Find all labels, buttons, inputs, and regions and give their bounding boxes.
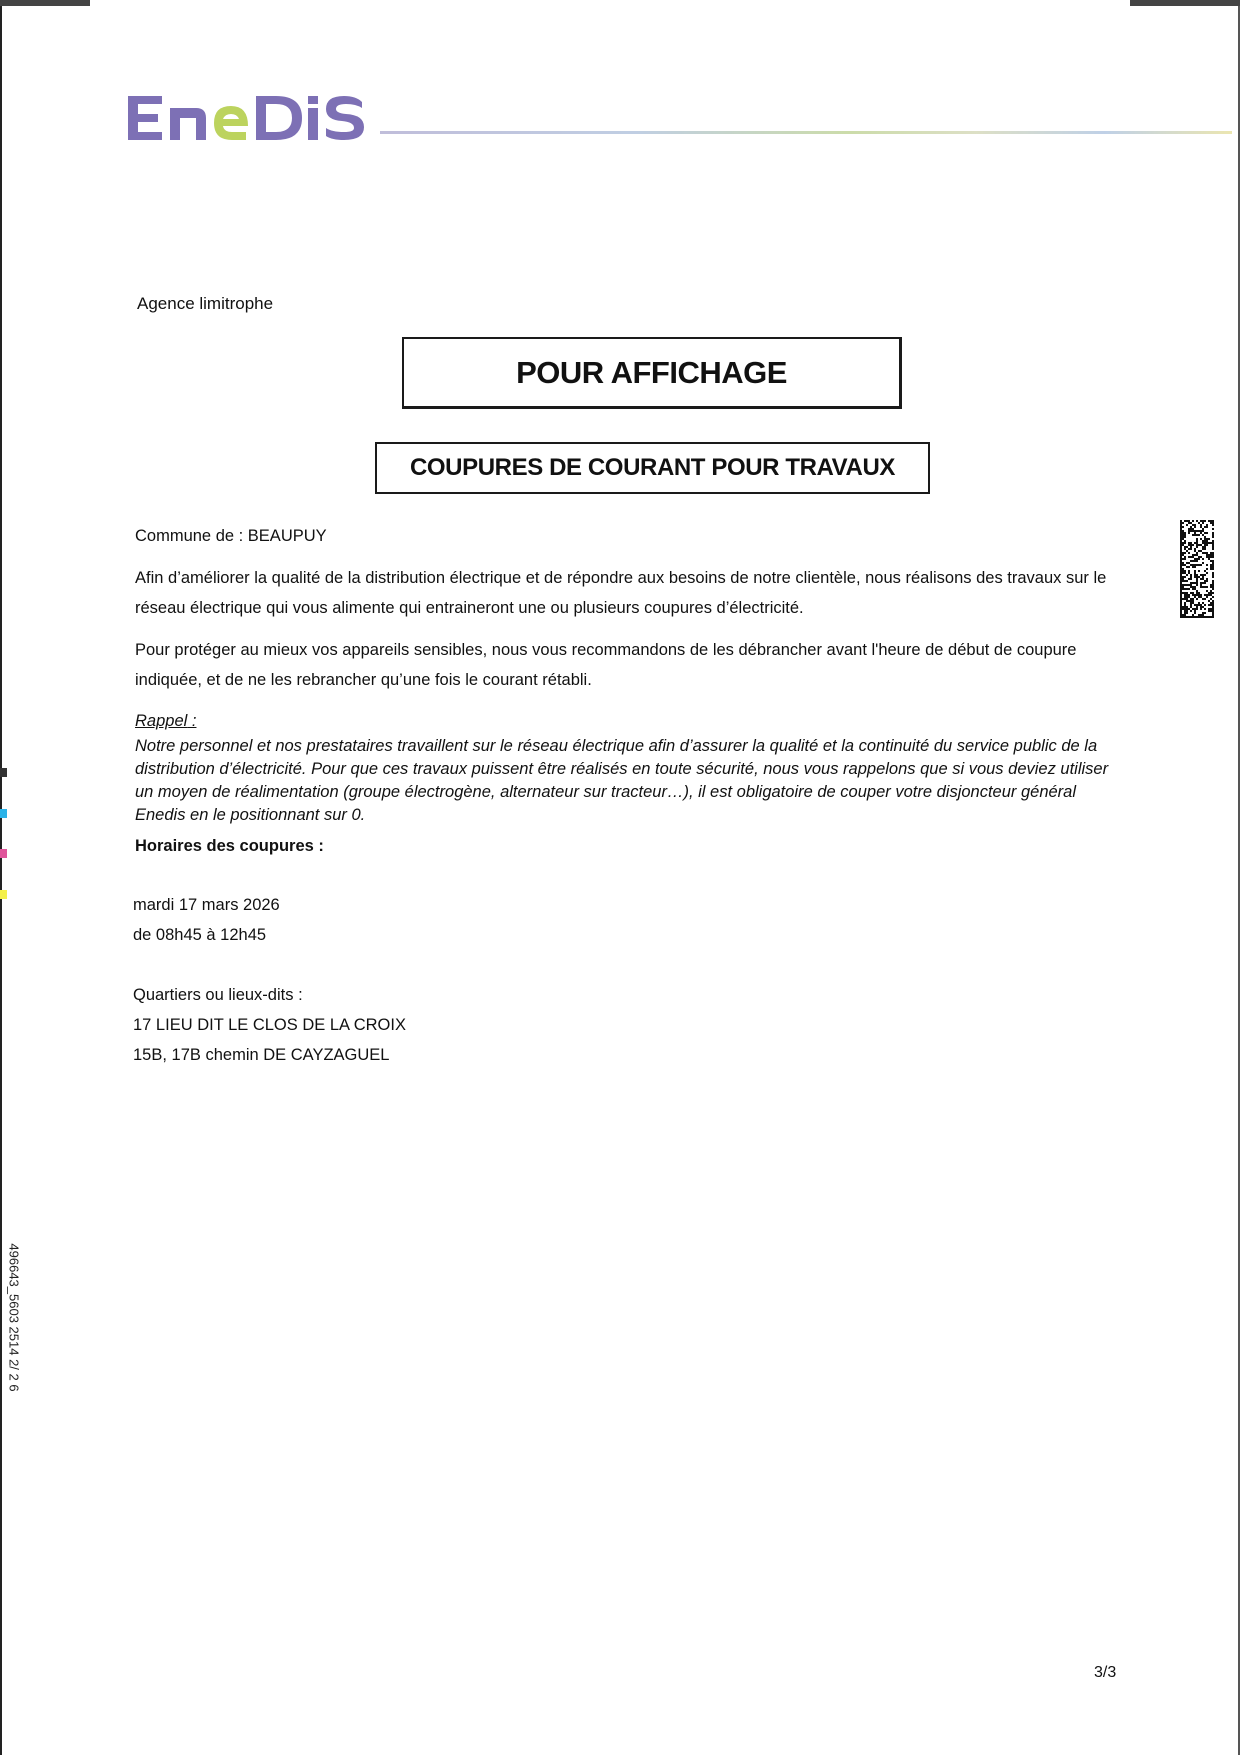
- rappel-label-text: Rappel: [135, 712, 188, 730]
- quartiers-label: Quartiers ou lieux-dits :: [133, 986, 303, 1004]
- advice-paragraph: Pour protéger au mieux vos appareils sensibles, nous vous recommandons de les débrancher avant l'heure de début de coupure indiquée, et de ne les rebrancher qu’une fois le courant rétabli.: [135, 641, 1077, 689]
- rappel-text: Notre personnel et nos prestataires travaillent sur le réseau électrique afin d’assurer la qualité et la continuité du service public de la distribution d’électricité. Pour que ces travaux puissent être réalisés en toute sécurité, nous vous rappelons que si vous deviez utiliser un moyen de réalimentation (groupe électrogène, alternateur sur tracteur…), il est obligatoire de couper votre disjoncteur général Enedis en le positionnant sur 0.: [135, 737, 1109, 824]
- coupure-time: de 08h45 à 12h45: [133, 926, 267, 944]
- horaires-heading: Horaires des coupures :: [135, 837, 324, 855]
- rappel-colon: :: [187, 712, 197, 730]
- agence-label: Agence limitrophe: [137, 294, 274, 313]
- pour-affichage-box: [402, 337, 902, 409]
- coupures-box: [375, 442, 930, 494]
- scan-tab-left: [0, 0, 90, 6]
- rappel-label: [135, 712, 196, 731]
- registration-mark-yellow: [0, 890, 7, 899]
- logo-rule: [380, 131, 1232, 134]
- scan-tab-right: [1130, 0, 1240, 6]
- lieu-dit-item: 15B, 17B chemin DE CAYZAGUEL: [133, 1046, 390, 1064]
- commune-line: Commune de : BEAUPUY: [135, 527, 327, 545]
- registration-mark-cyan: [0, 809, 7, 818]
- coupures-title: COUPURES DE COURANT POUR TRAVAUX: [409, 454, 895, 481]
- page-number: 3/3: [1094, 1664, 1117, 1681]
- coupure-date: mardi 17 mars 2026: [133, 896, 280, 914]
- side-reference-code: 496643_5603 2514 2/ 2 6: [6, 1243, 22, 1392]
- datamatrix-icon: [1180, 520, 1214, 618]
- lieu-dit-item: 17 LIEU DIT LE CLOS DE LA CROIX: [133, 1016, 406, 1034]
- pour-affichage-title: POUR AFFICHAGE: [516, 354, 787, 390]
- scan-edge-left: [0, 0, 2, 1755]
- enedis-logo: [126, 90, 366, 146]
- intro-paragraph: Afin d’améliorer la qualité de la distribution électrique et de répondre aux besoins de notre clientèle, nous réalisons des travaux sur le réseau électrique qui vous alimente qui entraineront une ou plusieurs coupures d’électricité.: [135, 569, 1107, 617]
- registration-mark-magenta: [0, 849, 7, 858]
- registration-mark-black: [0, 768, 7, 777]
